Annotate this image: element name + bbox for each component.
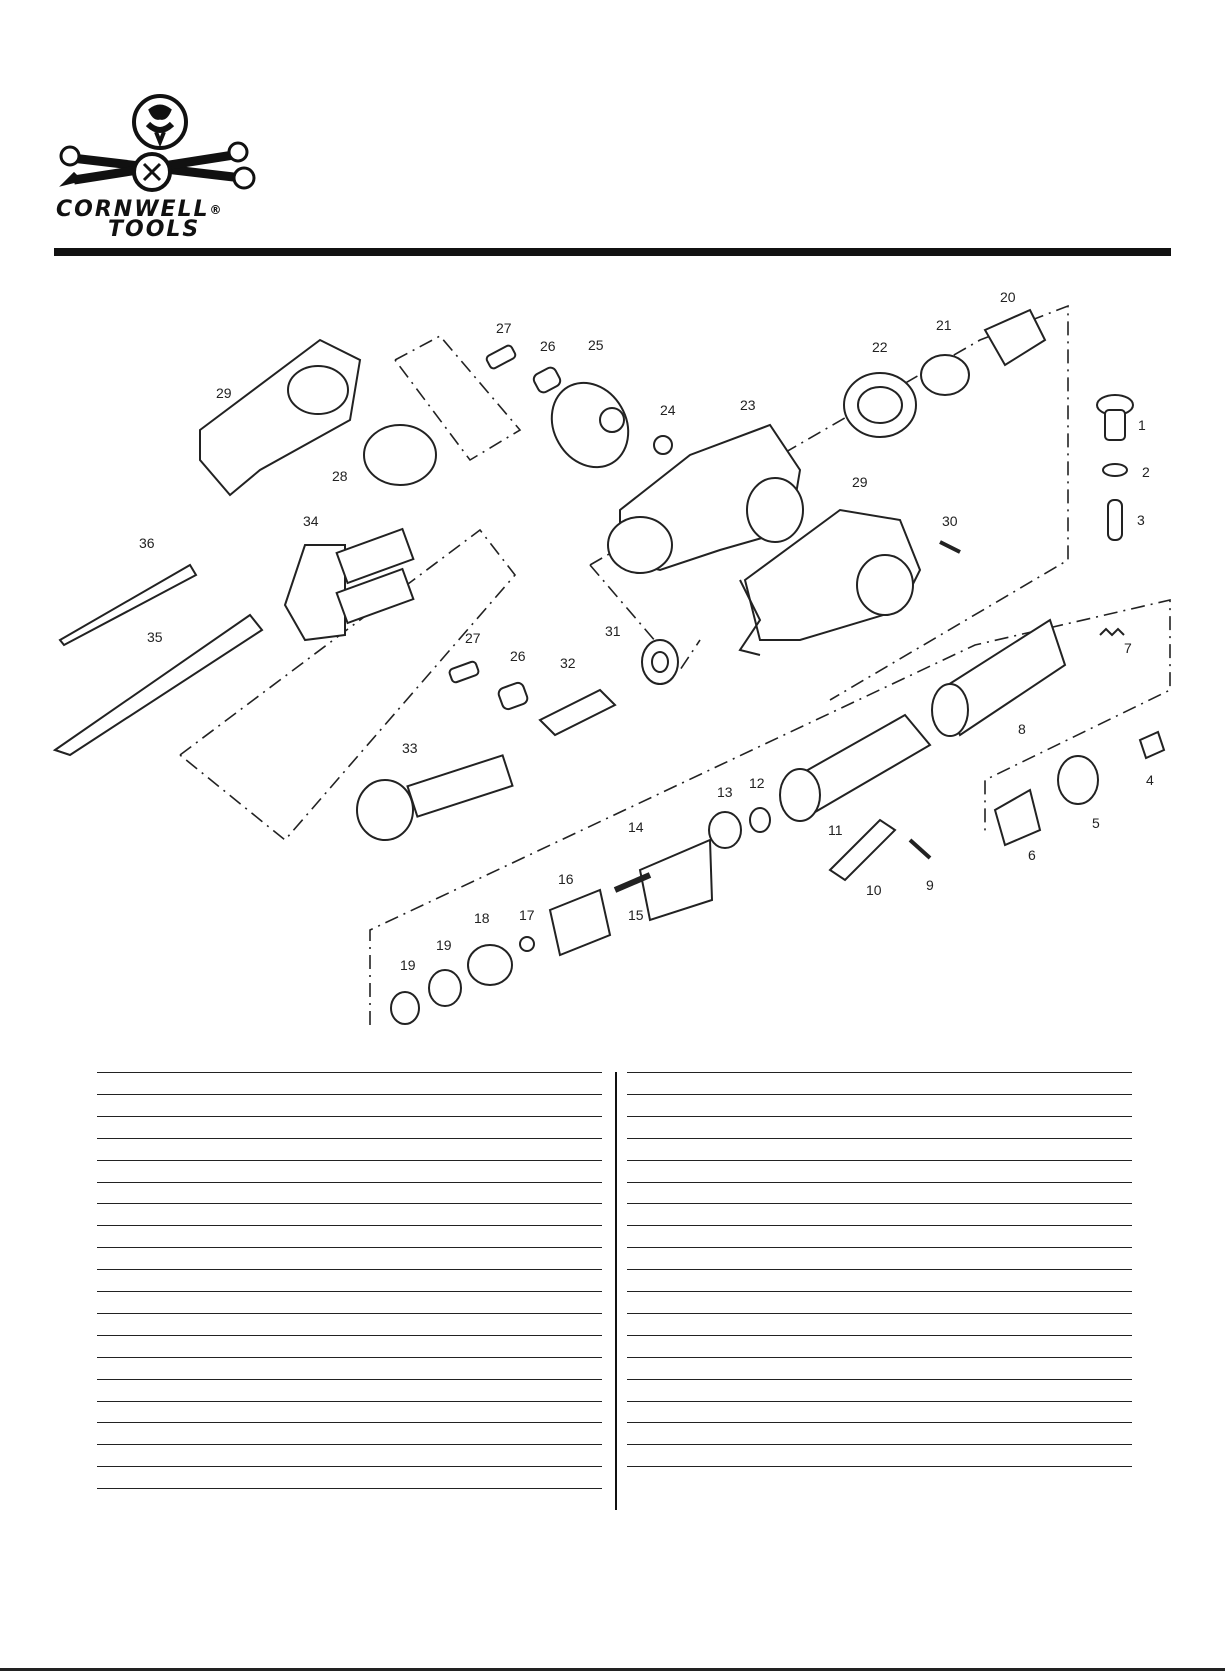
callout-27a: 27 [496,320,512,336]
table-row-rule [627,1444,1132,1445]
callout-3: 3 [1137,512,1145,528]
parts-list-table [97,1072,1133,1512]
callout-8: 8 [1018,721,1026,737]
callout-30: 30 [942,513,958,529]
part-30-screw [940,542,960,552]
part-9-pin [910,840,930,858]
callout-13: 13 [717,784,733,800]
part-19-bearing-a [429,970,461,1006]
brand-name-line1: CORNWELL [56,197,210,222]
part-36-short-blade [60,565,196,645]
part-2-o-ring [1103,464,1127,476]
table-row-rule [97,1291,602,1292]
callout-36: 36 [139,535,155,551]
table-row-rule [97,1094,602,1095]
table-row-rule [627,1422,1132,1423]
callout-23: 23 [740,397,756,413]
callout-11: 11 [828,822,843,838]
brand-name-line2: TOOLS [108,217,201,242]
callout-26a: 26 [540,338,556,354]
table-row-rule [627,1269,1132,1270]
part-26-bushing [532,366,563,395]
table-row-rule [627,1138,1132,1139]
callout-22: 22 [872,339,888,355]
part-14-rotor-blades [640,840,712,920]
callout-15: 15 [628,907,644,923]
part-33-chuck [357,780,413,840]
table-row-rule [97,1401,602,1402]
table-row-rule [97,1247,602,1248]
part-17-snap-ring [520,937,534,951]
table-row-rule [97,1313,602,1314]
table-row-rule [97,1444,602,1445]
table-row-rule [627,1160,1132,1161]
part-13-end-plate [709,812,741,848]
part-29-shroud-opening [288,366,348,414]
callout-7: 7 [1124,640,1132,656]
callout-18: 18 [474,910,490,926]
part-27-screw [485,344,516,370]
table-row-rule [97,1138,602,1139]
table-row-rule [97,1160,602,1161]
column-divider [615,1072,617,1510]
table-row-rule [97,1422,602,1423]
table-row-rule [627,1313,1132,1314]
part-3-valve-stem [1108,500,1122,540]
part-18-spacer [468,945,512,985]
part-5-exhaust-deflector [1058,756,1098,804]
callout-9: 9 [926,877,934,893]
table-row-rule [627,1291,1132,1292]
table-row-rule [97,1269,602,1270]
callout-21: 21 [936,317,952,333]
callout-16: 16 [558,871,574,887]
callout-31: 31 [605,623,621,639]
table-row-rule [627,1379,1132,1380]
table-row-rule [97,1225,602,1226]
table-row-rule [97,1379,602,1380]
brand-wordmark [56,197,256,242]
trademark-symbol: ® [209,203,224,217]
callout-24: 24 [660,402,676,418]
callout-28: 28 [332,468,348,484]
callout-34: 34 [303,513,319,529]
callout-35: 35 [147,629,163,645]
callout-29b: 29 [852,474,868,490]
callout-14: 14 [628,819,644,835]
table-row-rule [627,1072,1132,1073]
part-7-spring [1100,629,1124,635]
part-6-exhaust-cap [995,790,1040,845]
part-32-yoke [540,690,615,735]
callout-5: 5 [1092,815,1100,831]
callout-33: 33 [402,740,418,756]
callout-17: 17 [519,907,535,923]
callout-6: 6 [1028,847,1036,863]
callout-27b: 27 [465,630,481,646]
part-26-bushing-lower [497,681,529,711]
callout-10: 10 [866,882,882,898]
table-row-rule [97,1488,602,1489]
table-row-rule [627,1357,1132,1358]
callout-19b: 19 [400,957,416,973]
table-row-rule [97,1116,602,1117]
table-row-rule [97,1203,602,1204]
part-21-collar [921,355,969,395]
table-row-rule [627,1401,1132,1402]
table-row-rule [627,1182,1132,1183]
table-row-rule [97,1466,602,1467]
part-12-bearing [750,808,770,832]
callout-32: 32 [560,655,576,671]
part-16-cylinder [550,890,610,955]
table-row-rule [627,1247,1132,1248]
table-row-rule [627,1225,1132,1226]
table-row-rule [627,1094,1132,1095]
callout-19a: 19 [436,937,452,953]
table-row-rule [627,1203,1132,1204]
exploded-parts-diagram [0,265,1225,1035]
table-row-rule [97,1357,602,1358]
callout-12: 12 [749,775,765,791]
part-24-ring [654,436,672,454]
table-row-rule [627,1116,1132,1117]
callout-2: 2 [1142,464,1150,480]
part-27-screw-lower [448,661,479,684]
part-28-o-ring [364,425,436,485]
callout-26b: 26 [510,648,526,664]
callout-29a: 29 [216,385,232,401]
table-row-rule [97,1335,602,1336]
table-row-rule [97,1072,602,1073]
callout-4: 4 [1146,772,1154,788]
callout-20: 20 [1000,289,1016,305]
table-row-rule [627,1466,1132,1467]
table-row-rule [627,1335,1132,1336]
part-19-bearing-b [391,992,419,1024]
callout-25: 25 [588,337,604,353]
part-4-inlet [1140,732,1164,758]
callout-1: 1 [1138,417,1146,433]
table-row-rule [97,1182,602,1183]
header-rule [54,248,1171,256]
